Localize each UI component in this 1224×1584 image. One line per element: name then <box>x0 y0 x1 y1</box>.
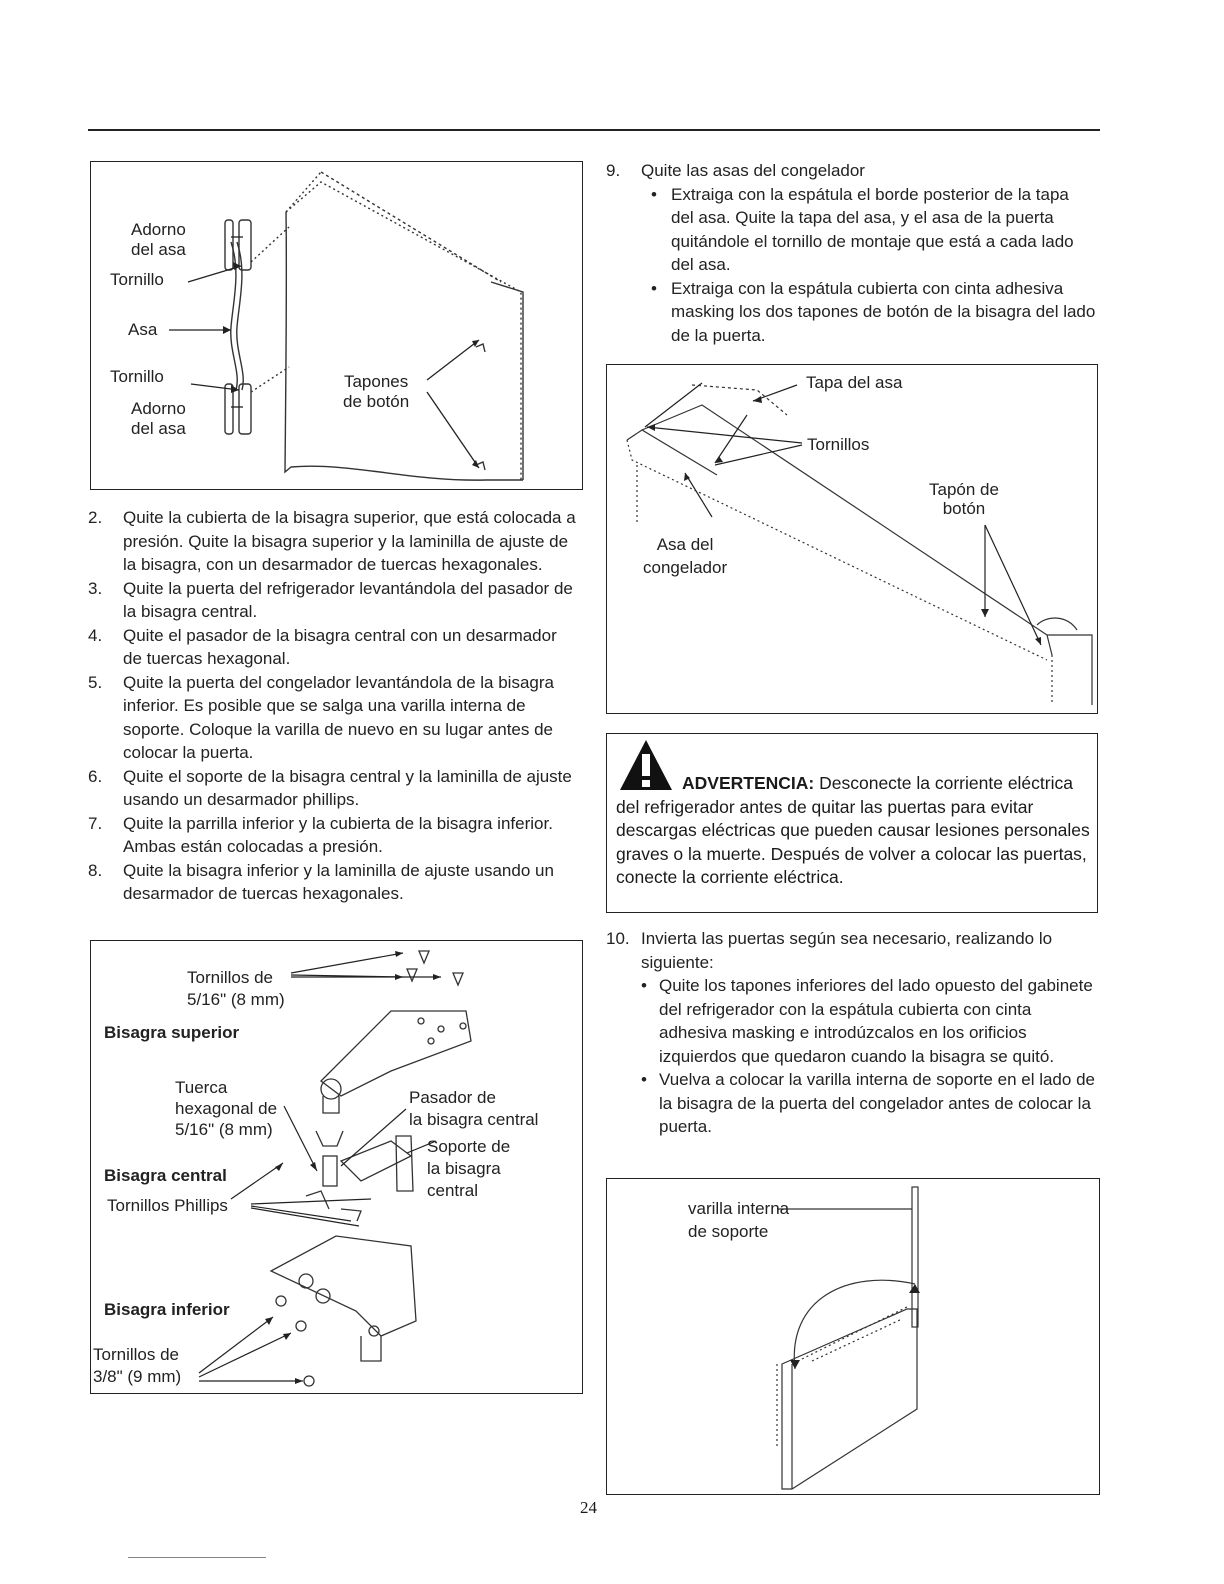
label-asa: Asa <box>128 320 158 339</box>
label-asa-congelador: Asa del congelador <box>643 535 728 577</box>
figure-hinges <box>90 940 583 1394</box>
step-6: 6. Quite el soporte de la bisagra central y la laminilla de ajuste usando un desarmador phillips. <box>88 766 572 809</box>
label-tornillos-38: Tornillos de 3/8" (9 mm) <box>93 1345 182 1386</box>
step-2: 2. Quite la cubierta de la bisagra superior, que está colocada a presión. Quite la bisagra superior y la laminilla de ajuste de la bisagra, con un desarmador de tuercas hexagonales. <box>88 508 576 574</box>
header-rule <box>88 129 1100 131</box>
step-9-bullet-1: • Extraiga con la espátula el borde posterior de la tapa del asa. Quite la tapa del asa, y el asa de la puerta quitándole el tornillo de montaje que está a cada lado del asa. <box>651 184 1074 274</box>
label-varilla-interna: varilla interna de soporte <box>688 1199 790 1241</box>
label-tuerca: Tuerca hexagonal de 5/16" (8 mm) <box>175 1078 278 1139</box>
step-7: 7. Quite la parrilla inferior y la cubierta de la bisagra inferior. Ambas están colocadas a presión. <box>88 813 553 856</box>
step-10-bullet-2: • Vuelva a colocar la varilla interna de soporte en el lado de la bisagra de la puerta del congelador antes de colocar la puerta. <box>641 1070 1095 1136</box>
label-bisagra-inferior: Bisagra inferior <box>104 1300 230 1319</box>
warning-body: Desconecte la corriente eléctrica del refrigerador antes de quitar las puertas para evitar descargas eléctricas que pueden causar lesiones personales graves o la muerte. Después de volver a colocar las puertas, conecte la corriente eléctrica. <box>616 773 1090 887</box>
label-bisagra-superior: Bisagra superior <box>104 1023 240 1042</box>
step-10-title: 10. Invierta las puertas según sea necesario, realizando lo siguiente: <box>606 929 1053 972</box>
label-tornillo-bottom: Tornillo <box>110 367 164 386</box>
label-tornillo-top: Tornillo <box>110 270 164 289</box>
figure-freezer-handle <box>606 364 1098 714</box>
figure-support-rod <box>606 1178 1100 1495</box>
label-tapon-de-boton: Tapón de botón <box>929 480 999 518</box>
step-9-bullets <box>606 183 1096 348</box>
support-rod-illustration <box>607 1179 1099 1494</box>
footer-line <box>128 1557 266 1558</box>
step-9-bullet-2: • Extraiga con la espátula cubierta con cinta adhesiva masking los dos tapones de botón de la bisagra del lado de la puerta. <box>651 278 1096 345</box>
step-10 <box>606 927 1096 1139</box>
step-4: 4. Quite el pasador de la bisagra central con un desarmador de tuercas hexagonal. <box>88 625 557 668</box>
label-tapa-del-asa: Tapa del asa <box>806 373 903 392</box>
label-tornillos-516: Tornillos de 5/16" (8 mm) <box>187 968 285 1009</box>
warning-text <box>616 772 1094 890</box>
page-number: 24 <box>580 1498 597 1517</box>
label-soporte: Soporte de la bisagra central <box>427 1137 511 1200</box>
step-10-bullets <box>606 974 1096 1139</box>
step-8: 8. Quite la bisagra inferior y la laminilla de ajuste usando un desarmador de tuercas hexagonales. <box>88 860 554 903</box>
warning-heading: ADVERTENCIA: <box>682 773 815 793</box>
step-9-title: 9. Quite las asas del congelador <box>606 161 865 180</box>
step-3: 3. Quite la puerta del refrigerador levantándola del pasador de la bisagra central. <box>88 578 573 621</box>
label-tornillos: Tornillos <box>807 435 870 454</box>
door-handle-illustration <box>91 162 582 489</box>
step-10-bullet-1: • Quite los tapones inferiores del lado opuesto del gabinete del refrigerador con la espátula cubierta con cinta adhesiva masking e introdúzcalos en los orificios izquierdos que quedaron cuando la bisagra se quitó. <box>641 976 1093 1066</box>
steps-left <box>88 506 580 906</box>
label-bisagra-central: Bisagra central <box>104 1166 227 1185</box>
step-9 <box>606 159 1096 347</box>
label-pasador: Pasador de la bisagra central <box>409 1088 539 1129</box>
figure-door-handle <box>90 161 583 490</box>
label-adorno-bottom: Adorno del asa <box>131 399 186 438</box>
label-tapones: Tapones de botón <box>343 372 410 411</box>
step-5: 5. Quite la puerta del congelador levantándola de la bisagra inferior. Es posible que se salga una varilla interna de soporte. Coloque la varilla de nuevo en su lugar antes de colocar la puerta. <box>88 672 554 762</box>
label-adorno-top: Adorno del asa <box>131 220 186 259</box>
warning-box <box>606 733 1098 913</box>
label-tornillos-phillips: Tornillos Phillips <box>107 1196 228 1215</box>
